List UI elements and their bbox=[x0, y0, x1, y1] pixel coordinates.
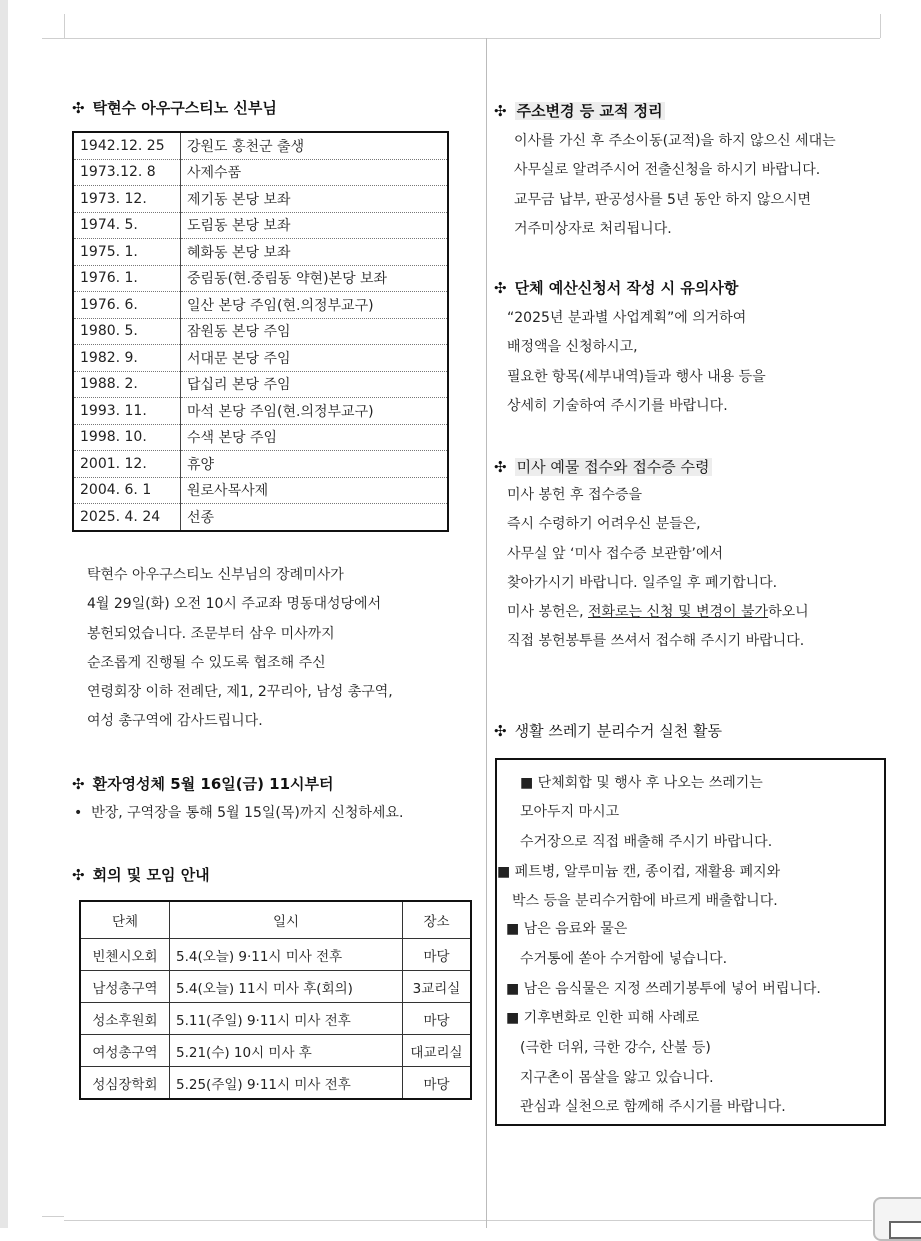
waste-line: ■ 페트병, 알루미늄 캔, 종이컵, 재활용 폐지와 bbox=[497, 864, 781, 880]
offering-warning-line: 미사 봉헌은, 전화로는 신청 및 변경이 불가하오니 bbox=[507, 604, 809, 621]
bio-event: 잠원동 본당 주임 bbox=[181, 318, 449, 345]
bio-date: 2004. 6. 1 bbox=[73, 477, 181, 504]
patient-note: • 반장, 구역장을 통해 5월 15일(목)까지 신청하세요. bbox=[74, 805, 404, 821]
col-header-datetime: 일시 bbox=[170, 901, 403, 939]
meeting-datetime: 5.4(오늘) 11시 미사 후(회의) bbox=[170, 971, 403, 1003]
bio-date: 1973.12. 8 bbox=[73, 159, 181, 186]
meeting-group: 여성총구역 bbox=[80, 1035, 170, 1067]
meeting-datetime: 5.25(주일) 9·11시 미사 전후 bbox=[170, 1067, 403, 1100]
table-row bbox=[80, 1067, 471, 1100]
section-mark-icon: ✣ bbox=[72, 99, 85, 117]
meetings-table bbox=[79, 900, 472, 1100]
waste-line: ■ 기후변화로 인한 피해 사례로 bbox=[506, 1010, 700, 1026]
bio-heading: ✣ 탁현수 아우구스티노 신부님 bbox=[72, 99, 277, 117]
text-line: 거주미상자로 처리됩니다. bbox=[514, 220, 672, 237]
table-row bbox=[80, 971, 471, 1003]
waste-line: 모아두지 마시고 bbox=[520, 804, 620, 820]
table-row bbox=[73, 318, 448, 345]
bio-date: 1976. 6. bbox=[73, 292, 181, 319]
text-line: 미사 봉헌 후 접수증을 bbox=[507, 487, 643, 503]
meetings-table-body bbox=[80, 939, 471, 1100]
section-mark-icon: ✣ bbox=[494, 102, 507, 120]
text-line: 4월 29일(화) 오전 10시 주교좌 명동대성당에서 bbox=[87, 596, 382, 613]
table-row bbox=[73, 265, 448, 292]
crop-mark-bottom-left bbox=[42, 1216, 64, 1217]
section-mark-icon: ✣ bbox=[494, 722, 507, 740]
table-row bbox=[80, 1035, 471, 1067]
bullet-icon: • bbox=[74, 805, 83, 821]
text-line: 순조롭게 진행될 수 있도록 협조해 주신 bbox=[87, 654, 326, 671]
bio-event: 제기동 본당 보좌 bbox=[181, 186, 449, 213]
table-row bbox=[73, 477, 448, 504]
text-line: 이사를 가신 후 주소이동(교적)을 하지 않으신 세대는 bbox=[514, 133, 836, 149]
section-mark-icon: ✣ bbox=[72, 866, 85, 884]
col-header-place: 장소 bbox=[403, 901, 472, 939]
budget-notice bbox=[507, 304, 766, 421]
funeral-notice bbox=[87, 561, 393, 737]
bio-event: 일산 본당 주임(현.의정부교구) bbox=[181, 292, 449, 319]
bio-date: 1982. 9. bbox=[73, 345, 181, 372]
waste-line: 지구촌이 몸살을 앓고 있습니다. bbox=[520, 1070, 714, 1086]
text-line: 찾아가시기 바랍니다. 일주일 후 폐기합니다. bbox=[507, 574, 778, 591]
bio-date: 2001. 12. bbox=[73, 451, 181, 478]
table-row bbox=[73, 292, 448, 319]
text-line: 사무실 앞 ‘미사 접수증 보관함’에서 bbox=[507, 545, 724, 562]
waste-line: 수거장으로 직접 배출해 주시기 바랍니다. bbox=[520, 834, 773, 850]
table-row bbox=[73, 398, 448, 425]
text-line: 필요한 항목(세부내역)들과 행사 내용 등을 bbox=[507, 368, 766, 385]
text-line: “2025년 분과별 사업계획”에 의거하여 bbox=[507, 310, 747, 326]
meeting-group: 성소후원회 bbox=[80, 1003, 170, 1035]
meeting-place: 대교리실 bbox=[403, 1035, 472, 1067]
waste-line: ■ 남은 음료와 물은 bbox=[506, 921, 628, 937]
meetings-header-row bbox=[80, 901, 471, 939]
meeting-place: 마당 bbox=[403, 939, 472, 971]
waste-line: (극한 더위, 극한 강수, 산불 등) bbox=[520, 1040, 711, 1056]
waste-line: 박스 등을 분리수거함에 바르게 배출합니다. bbox=[512, 893, 778, 909]
offering-lines bbox=[507, 481, 809, 598]
meeting-datetime: 5.21(수) 10시 미사 후 bbox=[170, 1035, 403, 1067]
crop-mark-top-right bbox=[880, 14, 881, 38]
section-mark-icon: ✣ bbox=[494, 279, 507, 297]
waste-line: 관심과 실천으로 함께해 주시기를 바랍니다. bbox=[520, 1099, 786, 1115]
crop-mark-top-left bbox=[64, 14, 65, 38]
bio-date: 1942.12. 25 bbox=[73, 132, 181, 159]
budget-heading: ✣ 단체 예산신청서 작성 시 유의사항 bbox=[494, 279, 739, 297]
bio-event: 마석 본당 주임(현.의정부교구) bbox=[181, 398, 449, 425]
table-row bbox=[73, 504, 448, 531]
offering-heading: ✣ 미사 예물 접수와 접수증 수령 bbox=[494, 458, 710, 476]
table-row bbox=[73, 159, 448, 186]
meeting-place: 마당 bbox=[403, 1003, 472, 1035]
bio-date: 2025. 4. 24 bbox=[73, 504, 181, 531]
bio-event: 원로사목사제 bbox=[181, 477, 449, 504]
text-line: 즉시 수령하기 어려우신 분들은, bbox=[507, 516, 701, 533]
table-row bbox=[73, 239, 448, 266]
window-icon bbox=[889, 1221, 921, 1239]
waste-heading: ✣ 생활 쓰레기 분리수거 실천 활동 bbox=[494, 722, 723, 740]
table-row bbox=[80, 1003, 471, 1035]
address-heading: ✣ 주소변경 등 교적 정리 bbox=[494, 102, 663, 120]
corner-widget[interactable] bbox=[873, 1197, 921, 1241]
table-row bbox=[73, 345, 448, 372]
table-row bbox=[73, 371, 448, 398]
column-divider bbox=[486, 38, 487, 1228]
bio-event: 수색 본당 주임 bbox=[181, 424, 449, 451]
bio-event: 강원도 홍천군 출생 bbox=[181, 132, 449, 159]
table-row bbox=[73, 451, 448, 478]
section-mark-icon: ✣ bbox=[494, 458, 507, 476]
table-row bbox=[73, 424, 448, 451]
text-line: 연령회장 이하 전례단, 제1, 2꾸리아, 남성 총구역, bbox=[87, 684, 393, 701]
page-bottom-rule bbox=[64, 1220, 872, 1221]
text-line: 사무실로 알려주시어 전출신청을 하시기 바랍니다. bbox=[514, 162, 821, 179]
bio-date: 1998. 10. bbox=[73, 424, 181, 451]
bio-date: 1975. 1. bbox=[73, 239, 181, 266]
text-line: 여성 총구역에 감사드립니다. bbox=[87, 713, 263, 730]
bio-event: 서대문 본당 주임 bbox=[181, 345, 449, 372]
bio-date: 1973. 12. bbox=[73, 186, 181, 213]
page-top-rule bbox=[42, 38, 880, 39]
table-row bbox=[73, 132, 448, 159]
section-mark-icon: ✣ bbox=[72, 775, 85, 793]
bio-event: 사제수품 bbox=[181, 159, 449, 186]
meeting-group: 빈첸시오회 bbox=[80, 939, 170, 971]
meeting-place: 3교리실 bbox=[403, 971, 472, 1003]
bio-event: 답십리 본당 주임 bbox=[181, 371, 449, 398]
text-line: 교무금 납부, 판공성사를 5년 동안 하지 않으시면 bbox=[514, 191, 812, 208]
meeting-datetime: 5.4(오늘) 9·11시 미사 전후 bbox=[170, 939, 403, 971]
meetings-heading: ✣ 회의 및 모임 안내 bbox=[72, 866, 210, 884]
text-line: 상세히 기술하여 주시기를 바랍니다. bbox=[507, 397, 728, 414]
meeting-datetime: 5.11(주일) 9·11시 미사 전후 bbox=[170, 1003, 403, 1035]
meeting-group: 남성총구역 bbox=[80, 971, 170, 1003]
bio-event: 휴양 bbox=[181, 451, 449, 478]
offering-notice bbox=[507, 481, 809, 657]
patient-heading: ✣ 환자영성체 5월 16일(금) 11시부터 bbox=[72, 775, 334, 793]
waste-line: ■ 단체회합 및 행사 후 나오는 쓰레기는 bbox=[520, 775, 763, 791]
table-row bbox=[80, 939, 471, 971]
waste-line: 수거통에 쏟아 수거함에 넣습니다. bbox=[520, 951, 728, 967]
text-line: 배정액을 신청하시고, bbox=[507, 339, 638, 356]
text-line: 탁현수 아우구스티노 신부님의 장례미사가 bbox=[87, 567, 344, 583]
table-row bbox=[73, 212, 448, 239]
bio-event: 혜화동 본당 보좌 bbox=[181, 239, 449, 266]
bio-date: 1988. 2. bbox=[73, 371, 181, 398]
bio-event: 중림동(현.중림동 약현)본당 보좌 bbox=[181, 265, 449, 292]
bio-date: 1980. 5. bbox=[73, 318, 181, 345]
waste-line: ■ 남은 음식물은 지정 쓰레기봉투에 넣어 버립니다. bbox=[506, 981, 821, 997]
bio-table bbox=[72, 131, 449, 532]
bio-date: 1976. 1. bbox=[73, 265, 181, 292]
bio-event: 도림동 본당 보좌 bbox=[181, 212, 449, 239]
bio-table-body bbox=[73, 132, 448, 531]
offering-final-line: 직접 봉헌봉투를 쓰셔서 접수해 주시기 바랍니다. bbox=[507, 633, 805, 650]
address-notice bbox=[514, 127, 836, 244]
table-row bbox=[73, 186, 448, 213]
meeting-place: 마당 bbox=[403, 1067, 472, 1100]
bio-date: 1993. 11. bbox=[73, 398, 181, 425]
bio-date: 1974. 5. bbox=[73, 212, 181, 239]
col-header-group: 단체 bbox=[80, 901, 170, 939]
bio-event: 선종 bbox=[187, 509, 215, 526]
text-line: 봉헌되었습니다. 조문부터 삼우 미사까지 bbox=[87, 625, 335, 642]
page-left-edge bbox=[0, 0, 8, 1228]
meeting-group: 성심장학회 bbox=[80, 1067, 170, 1100]
